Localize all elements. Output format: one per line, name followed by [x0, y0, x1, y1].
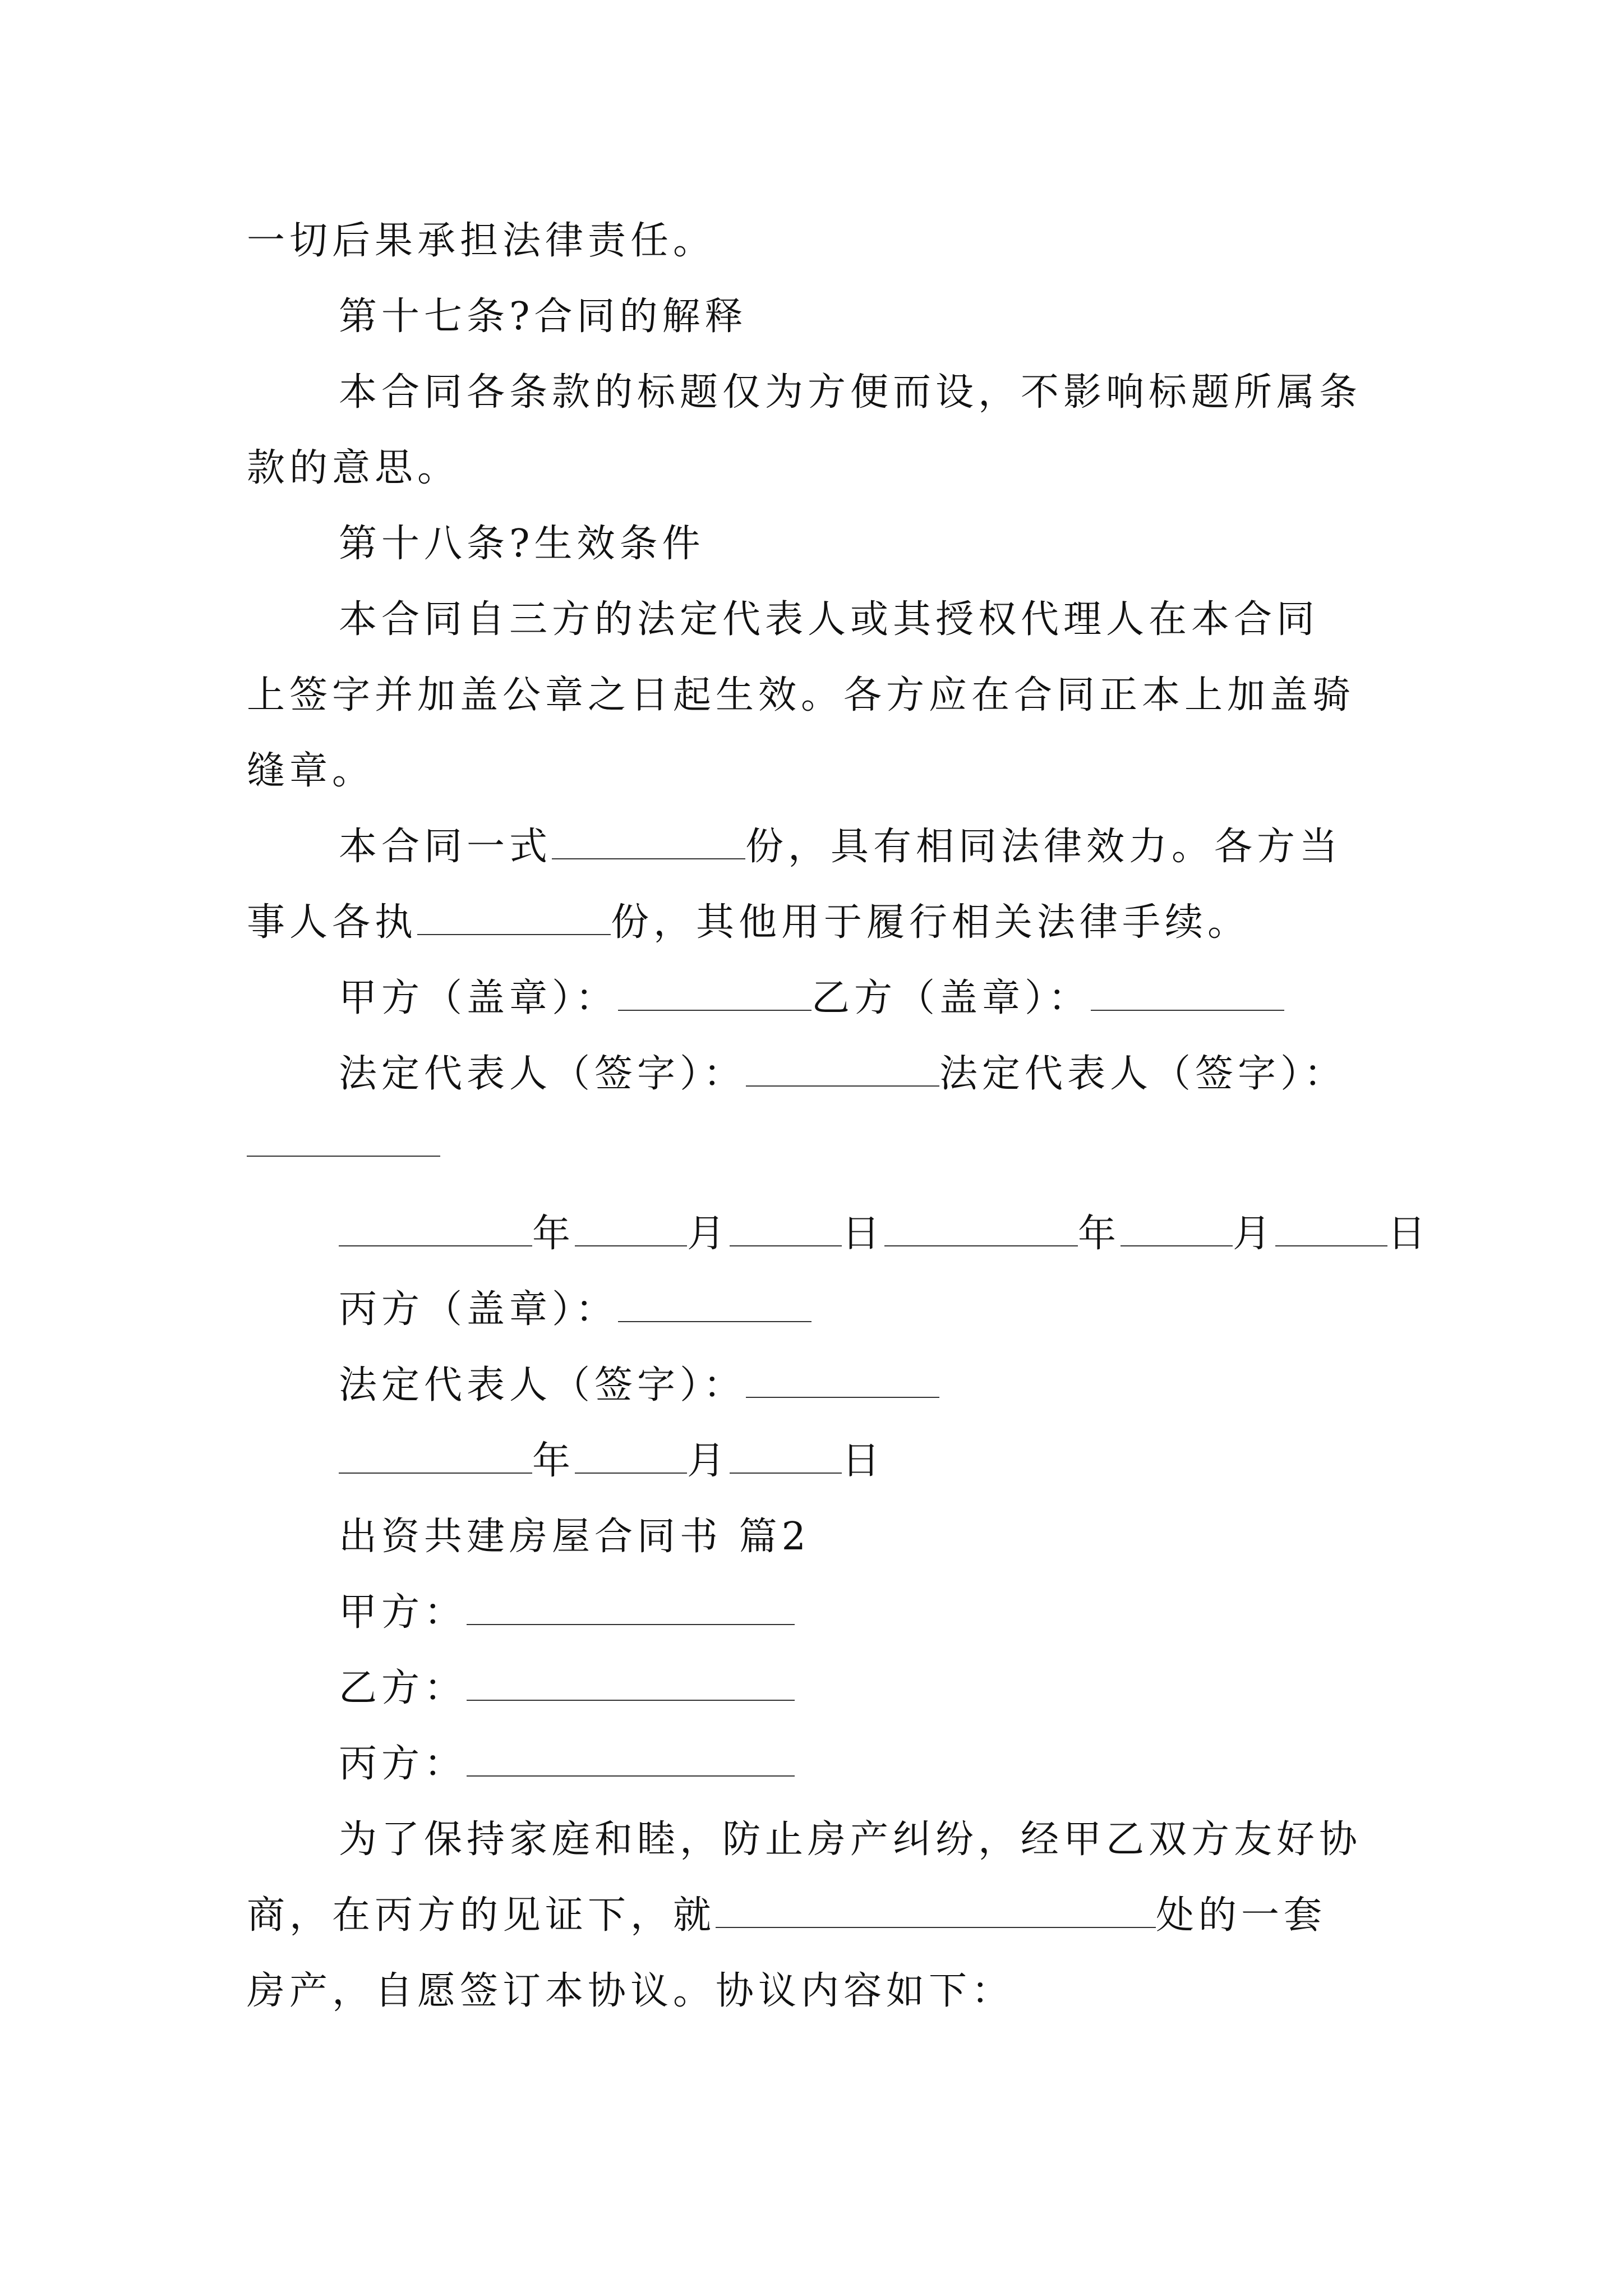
party-a-blank[interactable] [467, 1593, 795, 1625]
legal-rep-b-blank-line [247, 1119, 440, 1170]
party-a-line [339, 1588, 795, 1638]
party-c-blank[interactable] [467, 1744, 795, 1777]
month-label: 月 [687, 1439, 730, 1483]
copies-text: 份，其他用于履行相关法律手续。 [611, 900, 1251, 945]
legal-rep-c-line [339, 1360, 939, 1411]
day-label: 日 [842, 1439, 885, 1483]
copies-text: 本合同一式 [339, 825, 552, 869]
party-b-line [339, 1663, 795, 1714]
legal-rep-a-blank[interactable] [746, 1054, 939, 1087]
date-line [339, 1436, 884, 1487]
party-b-blank[interactable] [467, 1668, 795, 1701]
copies-each-blank[interactable] [417, 903, 611, 935]
copies-line [247, 898, 1250, 948]
year-label: 年 [1078, 1212, 1121, 1256]
paragraph-line: 款的意思。 [247, 446, 460, 490]
paragraph-line: 一切后果承担法律责任。 [247, 219, 716, 263]
copies-text: 份，具有相同法律效力。各方当 [745, 825, 1343, 869]
paragraph-line: 上签字并加盖公章之日起生效。各方应在合同正本上加盖骑 [247, 673, 1355, 717]
paragraph-line: 房产，自愿签订本协议。协议内容如下： [247, 1969, 1015, 2013]
paragraph-line: 缝章。 [247, 749, 375, 793]
copies-line [339, 822, 1342, 872]
legal-rep-c-blank[interactable] [746, 1365, 939, 1398]
month-blank[interactable] [575, 1441, 687, 1474]
address-blank[interactable] [716, 1895, 1156, 1928]
party-c-seal-label: 丙方（盖章）： [339, 1287, 619, 1332]
intro-text: 处的一套 [1156, 1893, 1327, 1938]
year-blank[interactable] [339, 1441, 532, 1474]
article-heading: 第十七条?合同的解释 [339, 295, 748, 339]
year-label: 年 [532, 1212, 575, 1256]
paragraph-line: 本合同自三方的法定代表人或其授权代理人在本合同 [339, 597, 1320, 642]
party-c-seal-blank[interactable] [618, 1290, 811, 1322]
legal-rep-b-label: 法定代表人（签字）： [939, 1052, 1347, 1096]
legal-rep-a-label: 法定代表人（签字）： [339, 1052, 746, 1096]
year-label: 年 [532, 1439, 575, 1483]
party-seal-line [339, 973, 1284, 1024]
month-label: 月 [1233, 1212, 1276, 1256]
article-heading: 第十八条?生效条件 [339, 522, 705, 566]
address-line [247, 1890, 1326, 1941]
party-b-seal-blank[interactable] [1091, 978, 1284, 1011]
year-blank[interactable] [884, 1214, 1078, 1246]
month-blank[interactable] [1121, 1214, 1233, 1246]
party-c-seal-line [339, 1285, 811, 1335]
party-b-label: 乙方： [339, 1666, 467, 1710]
day-blank[interactable] [730, 1214, 842, 1246]
day-label: 日 [842, 1212, 885, 1256]
legal-rep-c-label: 法定代表人（签字）： [339, 1363, 746, 1407]
party-a-label: 甲方： [339, 1590, 467, 1635]
party-a-seal-label: 甲方（盖章）： [339, 976, 619, 1020]
intro-text: 商，在丙方的见证下，就 [247, 1893, 716, 1938]
party-c-line [339, 1739, 795, 1789]
day-blank[interactable] [1275, 1214, 1387, 1246]
party-a-seal-blank[interactable] [618, 978, 811, 1011]
paragraph-line: 为了保持家庭和睦，防止房产纠纷，经甲乙双方友好协 [339, 1818, 1362, 1862]
paragraph-line: 本合同各条款的标题仅为方便而设，不影响标题所属条 [339, 370, 1362, 415]
date-line [339, 1209, 1430, 1259]
legal-rep-line [339, 1049, 1347, 1099]
copies-blank[interactable] [552, 827, 745, 859]
day-label: 日 [1387, 1212, 1431, 1256]
day-blank[interactable] [730, 1441, 842, 1474]
party-c-label: 丙方： [339, 1742, 467, 1786]
month-blank[interactable] [575, 1214, 687, 1246]
year-blank[interactable] [339, 1214, 532, 1246]
month-label: 月 [687, 1212, 730, 1256]
section-title: 出资共建房屋合同书 篇2 [339, 1515, 810, 1559]
party-b-seal-label: 乙方（盖章）： [811, 976, 1091, 1020]
copies-text: 事人各执 [247, 900, 418, 945]
legal-rep-b-blank[interactable] [247, 1124, 440, 1157]
